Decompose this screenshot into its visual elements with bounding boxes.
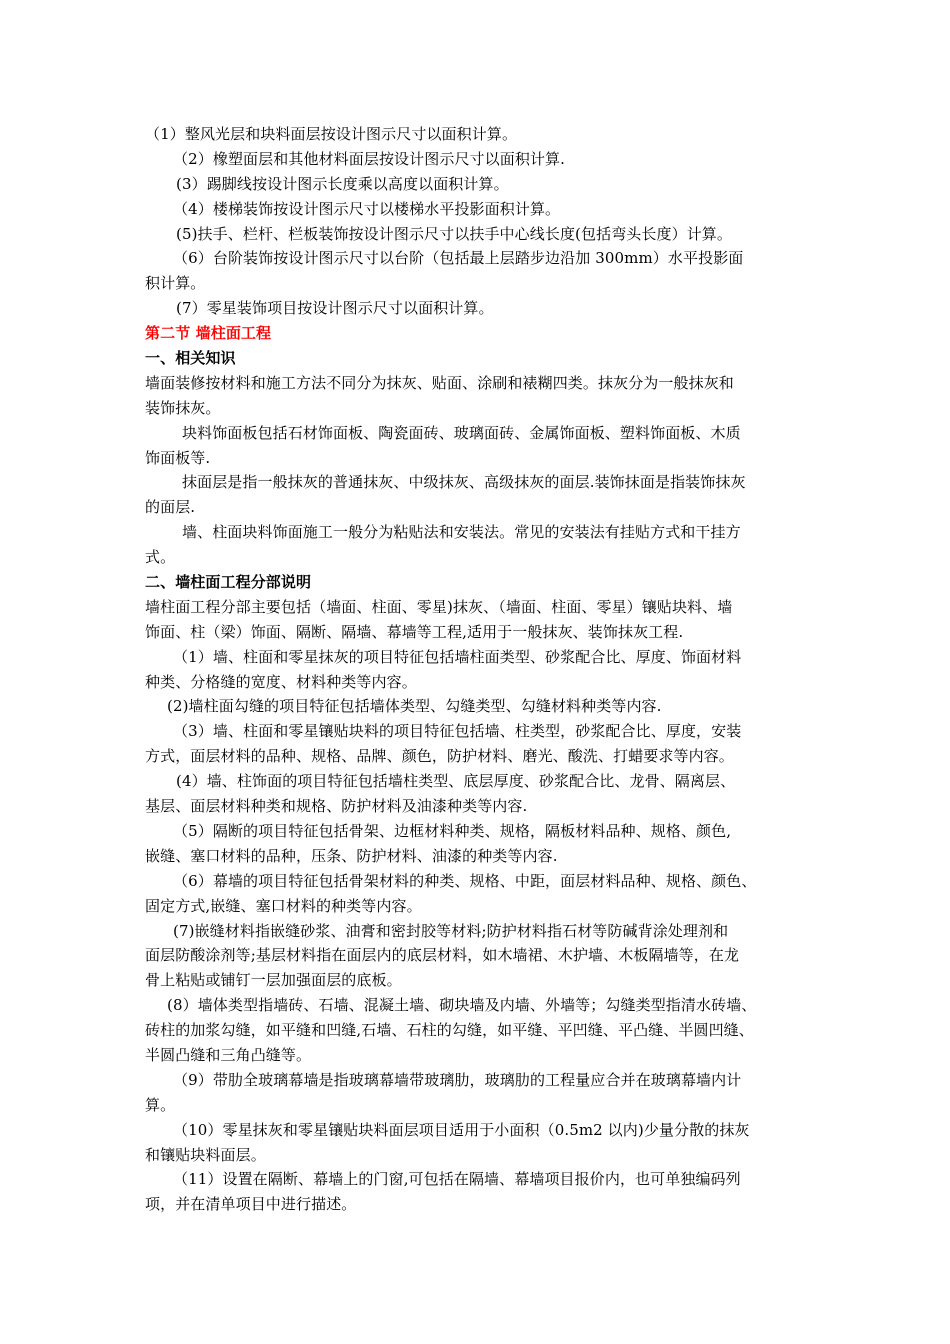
section-heading: 第二节 墙柱面工程 [145,324,272,343]
document-page [145,122,811,1217]
paragraph-line: （1）墙、柱面和零星抹灰的项目特征包括墙柱面类型、砂浆配合比、厚度、饰面材料 [173,647,742,666]
paragraph-line: 和镶贴块料面层。 [145,1145,266,1164]
paragraph-line: （3）墙、柱面和零星镶贴块料的项目特征包括墙、柱类型，砂浆配合比、厚度，安装 [173,722,742,741]
paragraph-line: 块料饰面板包括石材饰面板、陶瓷面砖、玻璃面砖、金属饰面板、塑料饰面板、木质 [182,423,741,442]
paragraph-line: （11）设置在隔断、幕墙上的门窗,可包括在隔墙、幕墙项目报价内，也可单独编码列 [173,1170,741,1189]
paragraph-line: （10）零星抹灰和零星镶贴块料面层项目适用于小面积（0.5m2 以内)少量分散的抹灰 [173,1120,750,1139]
subsection-heading: 二、墙柱面工程分部说明 [145,573,312,592]
paragraph-line: 半圆凸缝和三角凸缝等。 [145,1045,312,1064]
paragraph-line: (5)扶手、栏杆、栏板装饰按设计图示尺寸以扶手中心线长度(包括弯头长度）计算。 [176,224,733,243]
paragraph-line: 方式，面层材料的品种、规格、品牌、颜色，防护材料、磨光、酸洗、打蜡要求等内容。 [145,747,734,766]
paragraph-line: 抹面层是指一般抹灰的普通抹灰、中级抹灰、高级抹灰的面层.装饰抹面是指装饰抹灰 [182,473,746,492]
paragraph-line: 墙柱面工程分部主要包括（墙面、柱面、零星)抹灰、（墙面、柱面、零星）镶贴块料、墙 [145,597,733,616]
paragraph-line: 式。 [145,548,176,567]
paragraph-line: 算。 [145,1095,176,1114]
paragraph-line: 砖柱的加浆勾缝，如平缝和凹缝,石墙、石柱的勾缝，如平缝、平凹缝、平凸缝、半圆凹缝、 [145,1021,754,1040]
paragraph-line: （6）台阶装饰按设计图示尺寸以台阶（包括最上层踏步边沿加 300mm）水平投影面 [173,249,744,268]
paragraph-line: 饰面、柱（梁）饰面、隔断、隔墙、幕墙等工程,适用于一般抹灰、装饰抹灰工程. [145,622,684,641]
paragraph-line: (2)墙柱面勾缝的项目特征包括墙体类型、勾缝类型、勾缝材料种类等内容. [167,697,662,716]
paragraph-line: (4）墙、柱饰面的项目特征包括墙柱类型、底层厚度、砂浆配合比、龙骨、隔离层、 [176,772,736,791]
paragraph-line: 积计算。 [145,274,206,293]
paragraph-line: 骨上粘贴或铺钉一层加强面层的底板。 [145,971,402,990]
subsection-heading: 一、相关知识 [145,349,236,368]
paragraph-line: 墙、柱面块料饰面施工一般分为粘贴法和安装法。常见的安装法有挂贴方式和干挂方 [182,523,741,542]
paragraph-line: 装饰抹灰。 [145,398,221,417]
paragraph-line: （6）幕墙的项目特征包括骨架材料的种类、规格、中距，面层材料品种、规格、颜色、 [173,871,757,890]
paragraph-line: 固定方式,嵌缝、塞口材料的种类等内容。 [145,896,422,915]
paragraph-line: 墙面装修按材料和施工方法不同分为抹灰、贴面、涂刷和裱糊四类。抹灰分为一般抹灰和 [145,373,734,392]
paragraph-line: 面层防酸涂剂等;基层材料指在面层内的底层材料，如木墙裙、木护墙、木板隔墙等，在龙 [145,946,740,965]
paragraph-line: 的面层. [145,498,196,517]
paragraph-line: 项，并在清单项目中进行描述。 [145,1195,357,1214]
paragraph-line: （5）隔断的项目特征包括骨架、边框材料种类、规格，隔板材料品种、规格、颜色, [173,821,732,840]
paragraph-line: (7)嵌缝材料指嵌缝砂浆、油膏和密封胶等材料;防护材料指石材等防碱背涂处理剂和 [173,921,729,940]
paragraph-line: 基层、面层材料种类和规格、防护材料及油漆种类等内容. [145,797,528,816]
paragraph-line: (7）零星装饰项目按设计图示尺寸以面积计算。 [176,299,494,318]
paragraph-line: (8）墙体类型指墙砖、石墙、混凝土墙、砌块墙及内墙、外墙等；勾缝类型指清水砖墙、 [167,996,757,1015]
paragraph-line: 饰面板等. [145,448,211,467]
paragraph-line: （9）带肋全玻璃幕墙是指玻璃幕墙带玻璃肋，玻璃肋的工程量应合并在玻璃幕墙内计 [173,1070,742,1089]
paragraph-line: （1）整风光层和块料面层按设计图示尺寸以面积计算。 [145,125,518,143]
paragraph-line: （2）橡塑面层和其他材料面层按设计图示尺寸以面积计算. [173,149,566,168]
paragraph-line: 种类、分格缝的宽度、材料种类等内容。 [145,672,417,691]
paragraph-line: （4）楼梯装饰按设计图示尺寸以楼梯水平投影面积计算。 [173,199,561,218]
paragraph-line: (3）踢脚线按设计图示长度乘以高度以面积计算。 [176,174,509,193]
paragraph-line: 嵌缝、塞口材料的品种，压条、防护材料、油漆的种类等内容. [145,846,558,865]
